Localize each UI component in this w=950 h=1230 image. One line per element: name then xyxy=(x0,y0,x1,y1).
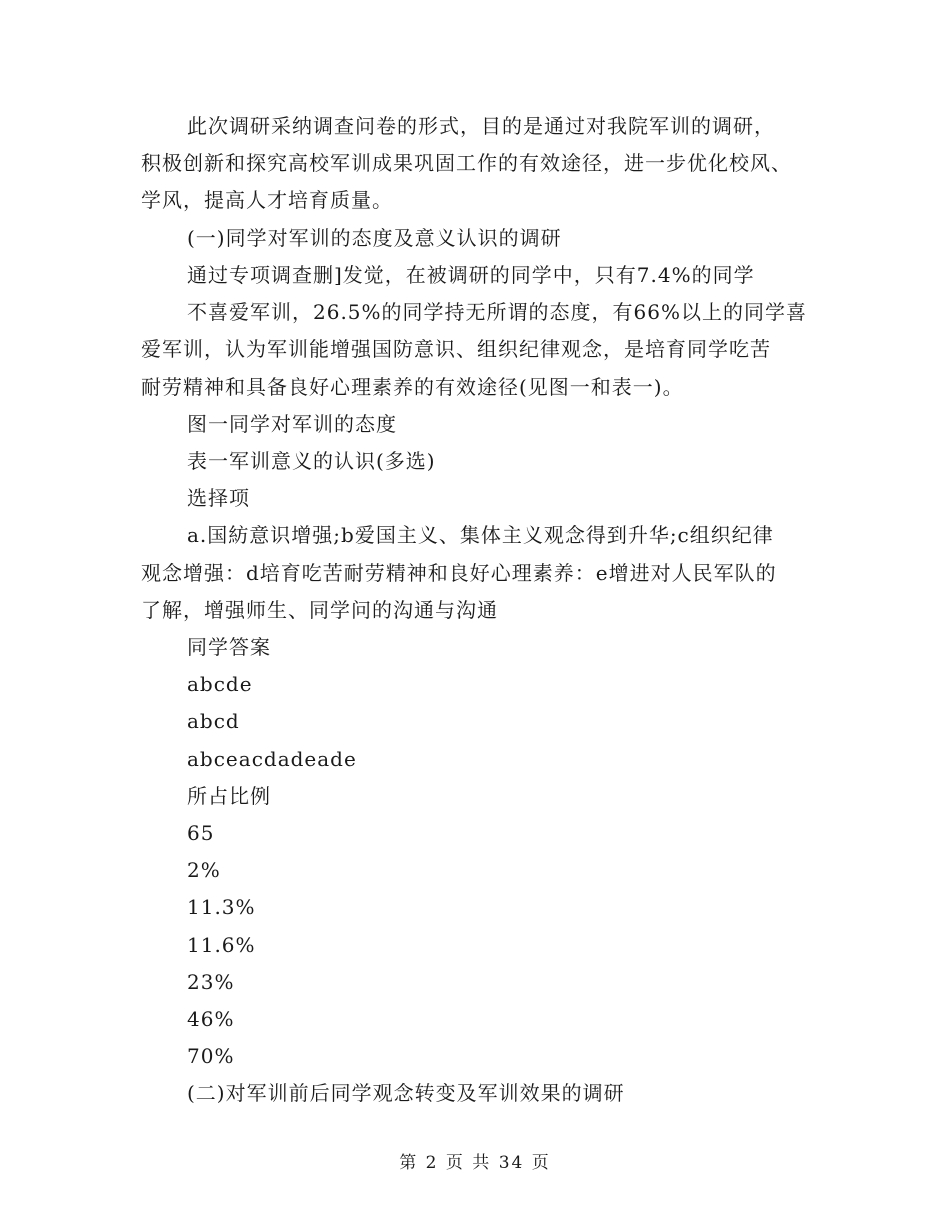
table-cell: abceacdadeade xyxy=(187,747,357,771)
paragraph-line: 积极创新和探究高校军训成果巩固工作的有效途径，进一步优化校风、 xyxy=(141,151,792,175)
paragraph-line: 学风，提高人才培育质量。 xyxy=(141,188,393,212)
section-heading: (二)对军训前后同学观念转变及军训效果的调研 xyxy=(187,1081,625,1105)
table-cell: abcde xyxy=(187,672,253,696)
table-cell: abcd xyxy=(187,709,240,733)
table-cell: 11.3% xyxy=(187,895,256,919)
page-number-footer: 第 2 页 共 34 页 xyxy=(399,1153,551,1173)
paragraph-line: 不喜爱军训，26.5%的同学持无所谓的态度，有66%以上的同学喜 xyxy=(187,300,807,324)
table-cell: 23% xyxy=(187,970,235,994)
options-text-line: a.国紡意识增强;b爱国主义、集体主义观念得到升华;c组织纪律 xyxy=(187,523,774,547)
section-heading: (一)同学对军训的态度及意义认识的调研 xyxy=(187,226,562,250)
options-text-line: 观念增强：d培育吃苦耐劳精神和良好心理素养：e增进对人民军队的 xyxy=(141,561,777,585)
table-cell: 11.6% xyxy=(187,933,256,957)
table-cell: 46% xyxy=(187,1007,235,1031)
table-header-ratio: 所占比例 xyxy=(187,784,271,808)
table-cell: 65 xyxy=(187,821,215,845)
paragraph-line: 耐劳精神和具备良好心理素养的有效途径(见图一和表一)。 xyxy=(141,375,684,399)
table-header-options: 选择项 xyxy=(187,486,250,510)
options-text-line: 了解，增强师生、同学问的沟通与沟通 xyxy=(141,598,498,622)
paragraph-line: 通过专项调查删]发觉，在被调研的同学中，只有7.4%的同学 xyxy=(187,263,755,287)
table-cell: 70% xyxy=(187,1044,235,1068)
paragraph-line: 此次调研采纳调查问卷的形式，目的是通过对我院军训的调研， xyxy=(187,114,775,138)
table-header-answers: 同学答案 xyxy=(187,635,271,659)
paragraph-line: 爱军训，认为军训能增强国防意识、组织纪律观念，是培育同学吃苦 xyxy=(141,337,771,361)
table-caption: 表一军训意义的认识(多选) xyxy=(187,449,436,473)
figure-caption: 图一同学对军训的态度 xyxy=(187,412,397,436)
table-cell: 2% xyxy=(187,858,221,882)
